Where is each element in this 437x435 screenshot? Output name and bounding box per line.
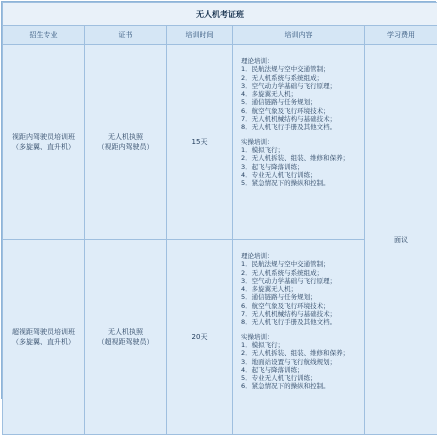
major-name: 超视距驾驶员培训班 xyxy=(3,327,84,337)
theory-section xyxy=(241,252,358,327)
practice-section xyxy=(241,333,358,391)
theory-item: 4．多旋翼无人机； xyxy=(241,285,358,293)
practice-item: 3．地面站设置与飞行航线规划； xyxy=(241,358,358,366)
theory-item: 7．无人机机械结构与基础技术； xyxy=(241,115,358,123)
theory-item: 6．航空气象及飞行环境技术； xyxy=(241,107,358,115)
header-content: 培训内容 xyxy=(233,26,365,45)
major-type: （多旋翼、直升机） xyxy=(3,142,84,152)
theory-title: 理论培训： xyxy=(241,252,358,260)
practice-item: 2．无人机拆装、组装、维修和保养； xyxy=(241,154,358,162)
duration-value: 20天 xyxy=(167,332,232,342)
practice-section xyxy=(241,138,358,188)
major-cell xyxy=(3,240,85,435)
theory-item: 3．空气动力学基础与飞行原理； xyxy=(241,82,358,90)
duration-value: 15天 xyxy=(167,137,232,147)
fee-cell xyxy=(365,45,437,435)
header-duration: 培训时间 xyxy=(167,26,233,45)
theory-item: 6．航空气象及飞行环境技术； xyxy=(241,302,358,310)
content-cell xyxy=(233,45,365,240)
practice-item: 5．紧急情况下的操纵和控制。 xyxy=(241,179,358,187)
theory-item: 5．通信链路与任务规划； xyxy=(241,98,358,106)
theory-item: 5．通信链路与任务规划； xyxy=(241,293,358,301)
header-certificate: 证书 xyxy=(85,26,167,45)
theory-item: 2．无人机系统与系统组成； xyxy=(241,269,358,277)
practice-title: 实操培训： xyxy=(241,333,358,341)
practice-item: 4．起飞与降落训练； xyxy=(241,366,358,374)
theory-section xyxy=(241,57,358,132)
practice-item: 6．紧急情况下的操纵和控制。 xyxy=(241,382,358,390)
certificate-cell xyxy=(85,240,167,435)
theory-item: 3．空气动力学基础与飞行原理； xyxy=(241,277,358,285)
duration-cell xyxy=(167,45,233,240)
theory-item: 4．多旋翼无人机； xyxy=(241,90,358,98)
duration-cell xyxy=(167,240,233,435)
practice-title: 实操培训： xyxy=(241,138,358,146)
header-major: 招生专业 xyxy=(3,26,85,45)
theory-item: 2．无人机系统与系统组成； xyxy=(241,74,358,82)
theory-title: 理论培训： xyxy=(241,57,358,65)
fee-value: 面议 xyxy=(365,235,437,245)
table-row xyxy=(3,45,437,240)
theory-item: 1．民航法规与空中交通管制； xyxy=(241,260,358,268)
certificate-level: （超视距驾驶员） xyxy=(85,337,166,347)
major-cell xyxy=(3,45,85,240)
theory-item: 8．无人机飞行手册及其他文档。 xyxy=(241,318,358,326)
theory-item: 8．无人机飞行手册及其他文档。 xyxy=(241,123,358,131)
theory-item: 1．民航法规与空中交通管制； xyxy=(241,65,358,73)
content-cell xyxy=(233,240,365,435)
practice-item: 5．专业无人机飞行训练； xyxy=(241,374,358,382)
header-fee: 学习费用 xyxy=(365,26,437,45)
practice-item: 4．专业无人机飞行训练； xyxy=(241,171,358,179)
certificate-cell xyxy=(85,45,167,240)
practice-item: 3．起飞与降落训练； xyxy=(241,163,358,171)
practice-item: 1．模拟飞行； xyxy=(241,341,358,349)
major-type: （多旋翼、直升机） xyxy=(3,337,84,347)
practice-item: 2．无人机拆装、组装、维修和保养； xyxy=(241,349,358,357)
certificate-name: 无人机执照 xyxy=(85,132,166,142)
table-title: 无人机考证班 xyxy=(3,3,437,26)
practice-item: 1．模拟飞行； xyxy=(241,146,358,154)
theory-item: 7．无人机机械结构与基础技术； xyxy=(241,310,358,318)
major-name: 视距内驾驶员培训班 xyxy=(3,132,84,142)
course-table-sheet xyxy=(1,1,436,399)
certificate-name: 无人机执照 xyxy=(85,327,166,337)
course-table xyxy=(2,2,437,435)
certificate-level: （视距内驾驶员） xyxy=(85,142,166,152)
